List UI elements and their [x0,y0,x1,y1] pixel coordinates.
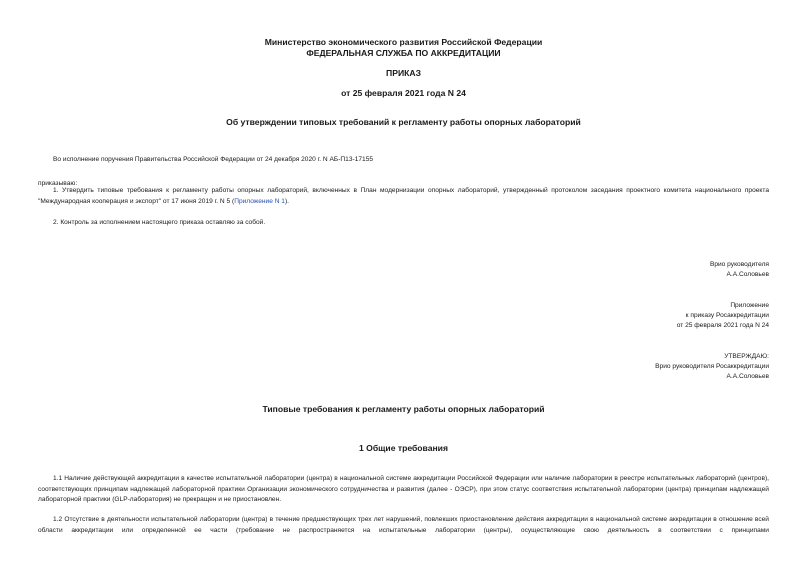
approval-word: УТВЕРЖДАЮ: [724,353,769,360]
signature-name: А.А.Соловьев [726,271,769,278]
order-date-number: от 25 февраля 2021 года N 24 [341,88,466,98]
appendix-to-order: к приказу Росаккредитации [685,312,769,319]
order-item-1-text: 1. Утвердить типовые требования к регламенту работы опорных лабораторий, включенных в План модернизации опорных лабораторий, утвержденный протоколом заседания проектного комитета национального проекта "Международная кооперация и экспорт" от 17 июня 2019 г. N 5 ( [38,187,769,205]
signature-position: Врио руководителя [709,261,769,268]
order-item-1-end: ). [284,197,290,205]
order-item-2: 2. Контроль за исполнением настоящего приказа оставляю за собой. [53,219,266,226]
section-1-title: 1 Общие требования [359,443,448,453]
appendix-link[interactable]: Приложение N 1 [234,197,285,205]
approval-position: Врио руководителя Росаккредитации [655,363,769,370]
requirements-title: Типовые требования к регламенту работы опорных лабораторий [262,404,545,414]
appendix-date-number: от 25 февраля 2021 года N 24 [676,322,769,329]
appendix-label: Приложение [730,302,769,309]
paragraph-1-1: 1.1 Наличие действующей аккредитации в качестве испытательной лаборатории (центра) в национальной системе аккредитации Российской Федерации или наличие лаборатории в реестре испытательных лабораторий (центров), соответствующих принципам надлежащей лабораторной практики Организации экономического сотрудничества и развития (далее - ОЭСР), при этом статус соответствия испытательной лаборатории (центра) принципам надлежащей лабораторной практики (GLP-лаборатория) не прекращен и не приостановлен. [38,475,769,503]
paragraph-1-2: 1.2 Отсутствие в деятельности испытательной лаборатории (центра) в течение предшествующих трех лет нарушений, повлекших приостановление действия аккредитации в национальной системе аккредитации в отношение всей области аккредитации или определенной ее части (требование не распространяется на испытательные лаборатории (центры), осуществляющие свою деятельность в соответствии с принципами [38,516,769,534]
approval-name: А.А.Соловьев [726,373,769,380]
order-word: приказываю: [38,180,78,187]
order-title: Об утверждении типовых требований к регламенту работы опорных лабораторий [226,117,581,127]
intro-paragraph: Во исполнение поручения Правительства Российской Федерации от 24 декабря 2020 г. N АБ-П13-17155 [53,156,374,163]
order-item-1 [38,186,769,207]
document-type: ПРИКАЗ [386,68,421,78]
ministry-name: Министерство экономического развития Российской Федерации [264,37,543,47]
service-name: ФЕДЕРАЛЬНАЯ СЛУЖБА ПО АККРЕДИТАЦИИ [306,48,501,58]
